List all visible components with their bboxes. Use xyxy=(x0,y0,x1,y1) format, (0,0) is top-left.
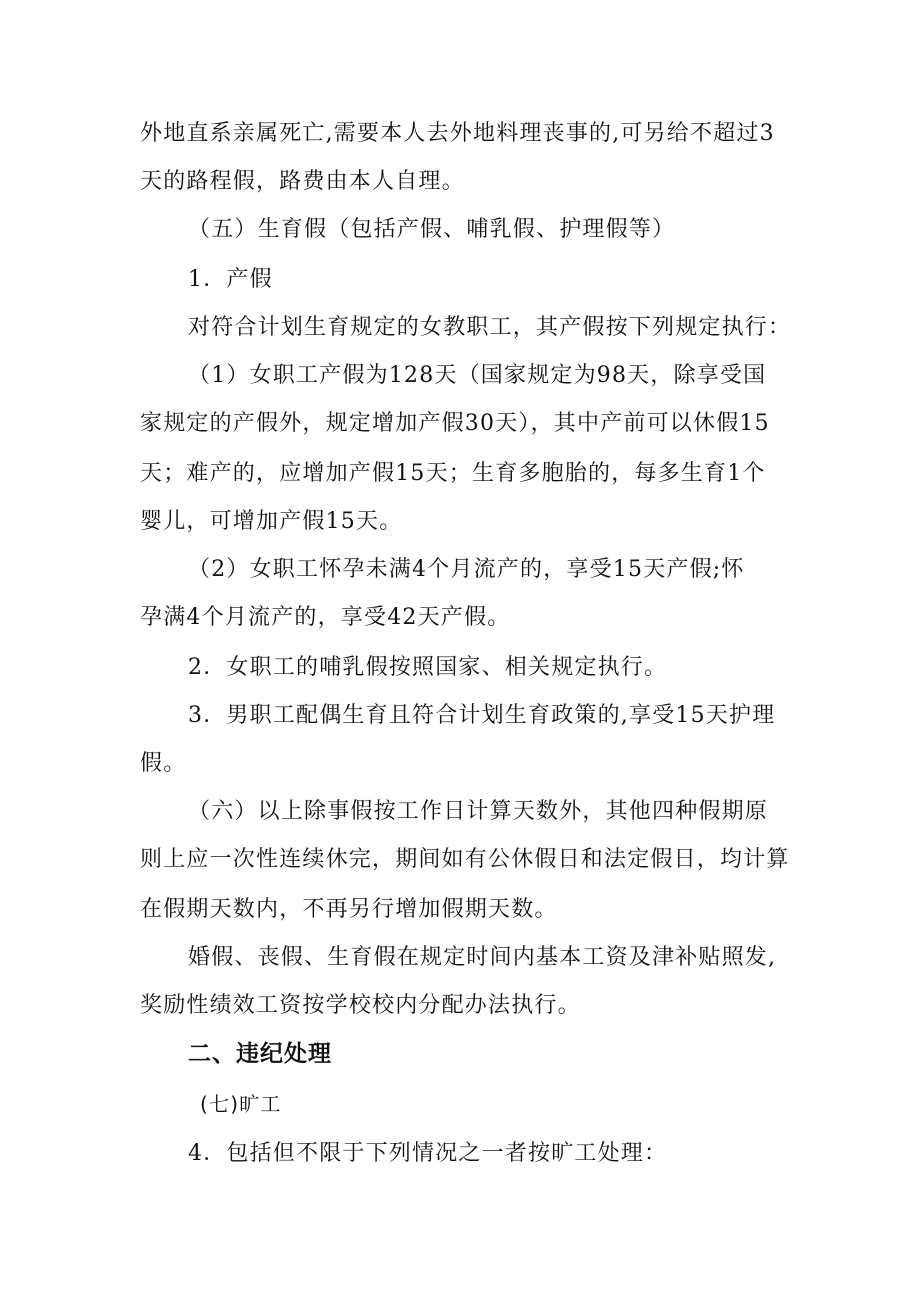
paragraph-line: 天的路程假，路费由本人自理。 xyxy=(140,169,465,194)
paragraph-line: 2．女职工的哺乳假按照国家、相关规定执行。 xyxy=(188,655,668,680)
section-line: （六）以上除事假按工作日计算天数外，其他四种假期原 xyxy=(188,799,769,824)
section-line: （五）生育假（包括产假、哺乳假、护理假等） xyxy=(188,217,676,242)
paragraph-line: 婚假、丧假、生育假在规定时间内基本工资及津补贴照发, xyxy=(188,945,777,970)
paragraph-line: （2）女职工怀孕未满4个月流产的，享受15天产假;怀 xyxy=(188,557,745,582)
paragraph-line: 外地直系亲属死亡,需要本人去外地料理丧事的,可另给不超过3 xyxy=(140,121,775,146)
paragraph-line: （1）女职工产假为128天（国家规定为98天，除享受国 xyxy=(188,363,767,388)
paragraph-line: 天；难产的，应增加产假15天；生育多胞胎的，每多生育1个 xyxy=(140,461,766,486)
subsection-line: (七)旷工 xyxy=(200,1092,282,1116)
paragraph-line: 家规定的产假外，规定增加产假30天），其中产前可以休假15 xyxy=(140,411,770,436)
paragraph-line: 3．男职工配偶生育且符合计划生育政策的,享受15天护理 xyxy=(188,703,776,728)
paragraph-line: 奖励性绩效工资按学校校内分配办法执行。 xyxy=(140,993,581,1018)
paragraph-line: 假。 xyxy=(140,751,187,776)
subsection-line: 1．产假 xyxy=(188,267,273,292)
paragraph-line: 对符合计划生育规定的女教职工，其产假按下列规定执行： xyxy=(188,315,792,340)
paragraph-line: 婴儿，可增加产假15天。 xyxy=(140,509,403,534)
paragraph-line: 在假期天数内，不再另行增加假期天数。 xyxy=(140,897,558,922)
paragraph-line: 孕满4个月流产的，享受42天产假。 xyxy=(140,605,511,630)
section-heading: 二、违纪处理 xyxy=(188,1041,332,1067)
paragraph-line: 则上应一次性连续休完，期间如有公休假日和法定假日，均计算 xyxy=(140,847,790,872)
paragraph-line: 4．包括但不限于下列情况之一者按旷工处理： xyxy=(188,1141,668,1166)
